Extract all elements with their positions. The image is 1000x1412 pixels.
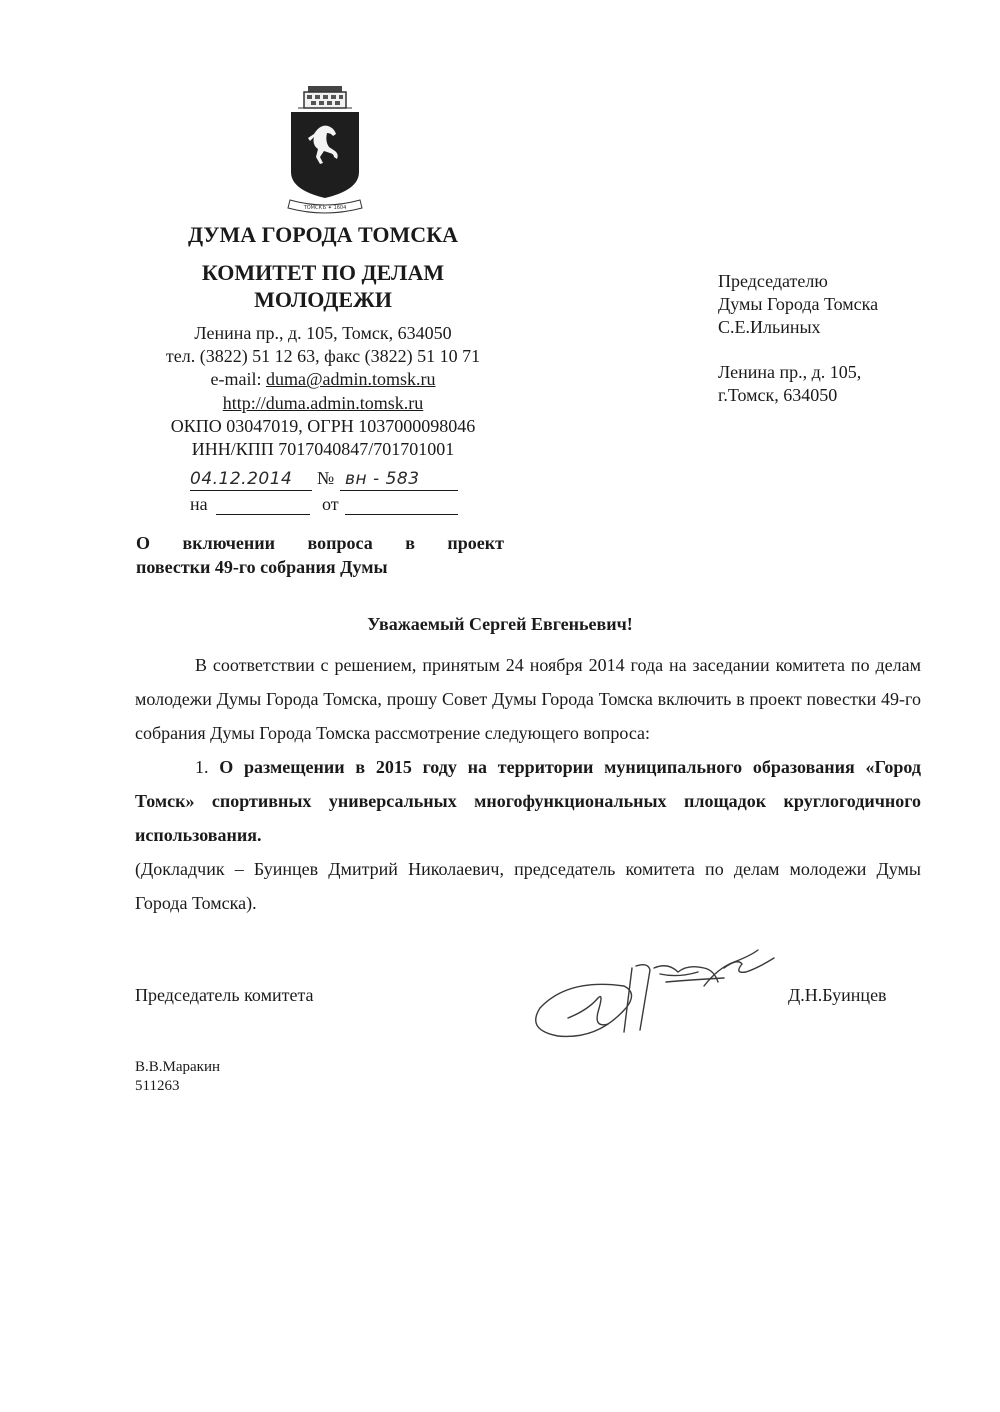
- email-link[interactable]: duma@admin.tomsk.ru: [265, 369, 436, 390]
- registration-date: 04.12.2014: [190, 469, 293, 489]
- addressee-address-1: Ленина пр., д. 105,: [718, 362, 862, 382]
- agenda-item-text: О размещении в 2015 году на территории муниципального образования «Город Томск» спортивных универсальных многофункциональных площадок круглогодичного использования.: [135, 757, 922, 845]
- agenda-item-number: 1.: [195, 757, 220, 777]
- registration-number-label: №: [317, 468, 335, 488]
- emblem-ribbon-text: ТОМСКЪ ✦ 1604: [303, 205, 347, 211]
- org-okpo-ogrn: ОКПО 03047019, ОГРН 1037000098046: [170, 415, 476, 436]
- addressee-line-2: Думы Города Томска: [718, 294, 879, 314]
- executor-block: [135, 1058, 220, 1096]
- from-label: от: [322, 494, 339, 514]
- letter-body: [135, 648, 921, 920]
- website-link[interactable]: http://duma.admin.tomsk.ru: [222, 392, 424, 413]
- reply-to-label: на: [190, 494, 208, 514]
- email-label: e-mail:: [210, 369, 266, 390]
- reply-to-line: [190, 494, 460, 518]
- letter-subject: [136, 531, 504, 579]
- executor-phone: 511263: [135, 1078, 180, 1094]
- org-phones: тел. (3822) 51 12 63, факс (3822) 51 10 71: [165, 346, 481, 367]
- org-email-line: [120, 368, 526, 391]
- registration-number: вн - 583: [345, 469, 420, 489]
- org-website-line: [120, 392, 526, 415]
- org-name: ДУМА ГОРОДА ТОМСКА: [187, 222, 459, 247]
- org-inn-kpp: ИНН/КПП 7017040847/701701001: [191, 439, 455, 460]
- subject-line-1: О включении вопроса в проект: [136, 533, 504, 553]
- committee-name: [150, 259, 496, 313]
- tomsk-coat-of-arms-icon: [284, 84, 366, 216]
- org-address: Ленина пр., д. 105, Томск, 634050: [194, 323, 452, 343]
- speaker-note: (Докладчик – Буинцев Дмитрий Николаевич, председатель комитета по делам молодежи Думы Города Томска).: [135, 859, 921, 913]
- addressee-line-1: Председателю: [718, 271, 828, 291]
- agenda-item: [135, 750, 921, 852]
- subject-line-2: повестки 49-го собрания Думы: [136, 557, 388, 577]
- addressee-line-3: С.Е.Ильиных: [718, 317, 821, 337]
- handwritten-signature-icon: [528, 938, 778, 1048]
- contacts-block: [120, 322, 526, 461]
- executor-name: В.В.Маракин: [135, 1059, 221, 1075]
- registration-line: [190, 468, 460, 492]
- committee-line-2: МОЛОДЕЖИ: [254, 287, 392, 312]
- signer-title: Председатель комитета: [135, 985, 314, 1005]
- addressee-block: [718, 270, 978, 407]
- signer-name: Д.Н.Буинцев: [788, 985, 887, 1005]
- body-paragraph: В соответствии с решением, принятым 24 ноября 2014 года на заседании комитета по делам молодежи Думы Города Томска, прошу Совет Думы Города Томска включить в проект повестки 49-го собрания Думы Города Томска рассмотрение следующего вопроса:: [135, 655, 921, 743]
- addressee-address-2: г.Томск, 634050: [718, 385, 838, 405]
- salutation: Уважаемый Сергей Евгеньевич!: [367, 614, 633, 634]
- committee-line-1: КОМИТЕТ ПО ДЕЛАМ: [201, 260, 445, 285]
